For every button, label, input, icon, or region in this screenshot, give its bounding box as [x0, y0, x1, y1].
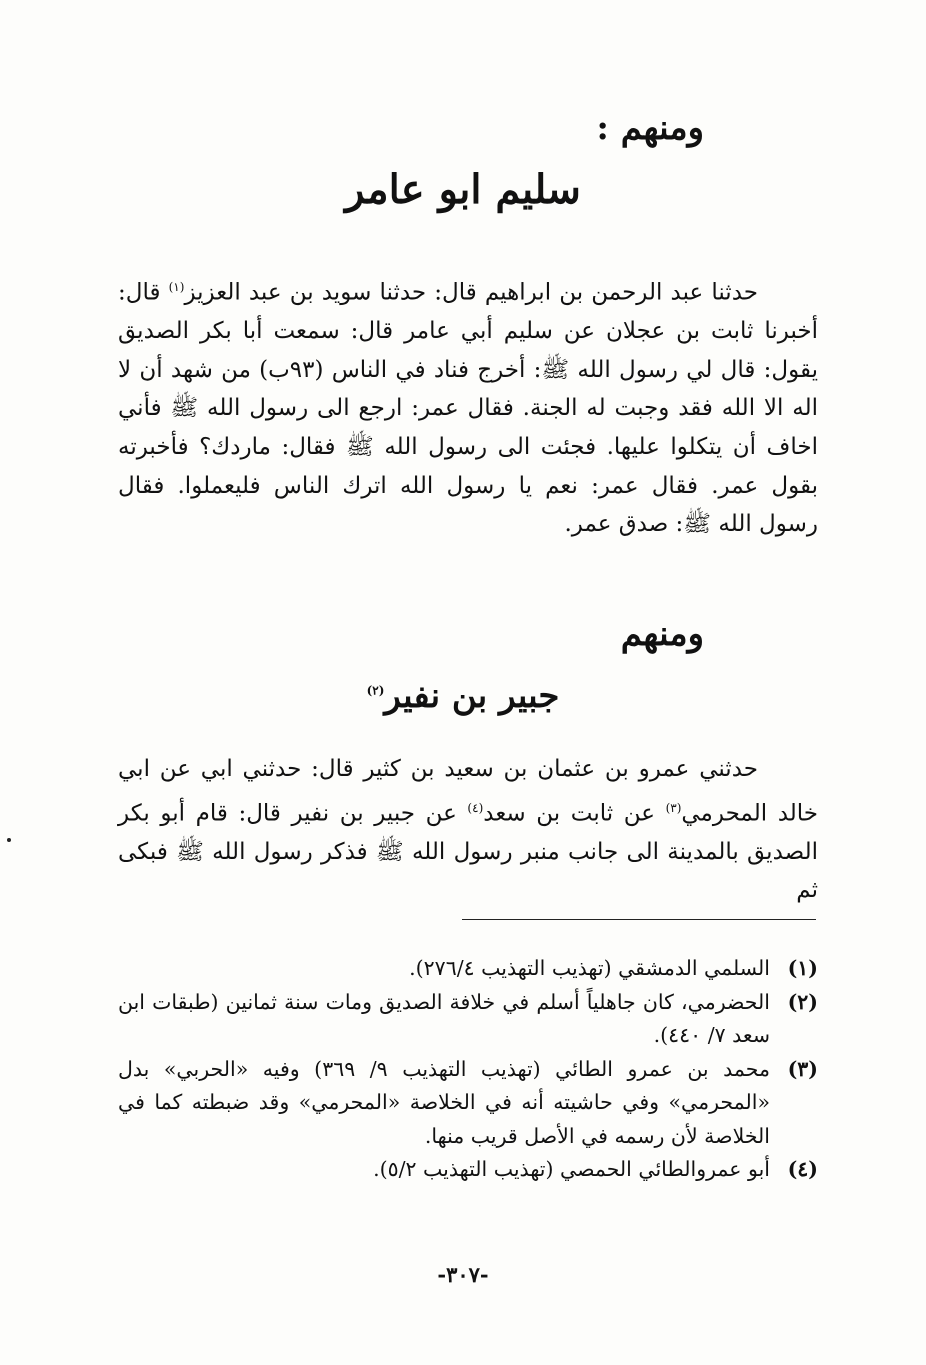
footnote-item — [118, 952, 818, 986]
section-title-2 — [0, 676, 926, 716]
footnote-text: السلمي الدمشقي (تهذيب التهذيب ٢٧٦/٤). — [409, 956, 770, 980]
footnote-separator — [462, 919, 816, 920]
footnote-item — [118, 1053, 818, 1154]
scan-mark — [7, 838, 11, 842]
section-heading-1: ومنهم : — [596, 108, 704, 148]
footnote-number: (١) — [787, 956, 818, 980]
page-number: -٣٠٧- — [437, 1262, 489, 1287]
section-title-1: سليم ابو عامر — [345, 166, 581, 213]
paragraph-2-part3: عن جبير بن نفير قال: قام أبو بكر الصديق بالمدينة الى جانب منبر رسول الله ﷺ فذكر رسول الله ﷺ فبكى ثم — [118, 800, 818, 904]
footnote-number: (٤) — [787, 1157, 818, 1181]
paragraph-1 — [118, 268, 818, 544]
footnote-text: أبو عمروالطائي الحمصي (تهذيب التهذيب ٥/٢). — [373, 1157, 770, 1181]
paragraph-1-body: قال: أخبرنا ثابت بن عجلان عن سليم أبي عامر قال: سمعت أبا بكر الصديق يقول: قال لي رسول الله ﷺ: أخرج فناد في الناس (٩٣ب) من شهد أن لا اله الا الله فقد وجبت له الجنة. فقال عمر: ارجع الى رسول الله ﷺ فأني اخاف أن يتكلوا عليها. فجئت الى رسول الله ﷺ فقال: ماردك؟ فأخبرته بقول عمر. فقال عمر: نعم يا رسول الله اترك الناس فليعملوا. فقال رسول الله ﷺ: صدق عمر. — [118, 279, 819, 538]
paragraph-1-lead: حدثنا عبد الرحمن بن ابراهيم قال: حدثنا سويد بن عبد العزيز — [184, 279, 758, 306]
section-heading-2: ومنهم — [620, 614, 704, 654]
footnote-item — [118, 1153, 818, 1187]
footnote-number: (٢) — [787, 989, 818, 1014]
footnote-text: محمد بن عمرو الطائي (تهذيب التهذيب ٩/ ٣٦٩) وفيه «الحربي» بدل «المحرمي» وفي حاشيته أنه في الخلاصة «المحرمي» وقد ضبطته كما في الخلاصة لأن رسمه في الأصل قريب منها. — [118, 1056, 770, 1148]
section-title-2-text: جبير بن نفير — [384, 676, 560, 716]
footnote-item — [118, 986, 818, 1053]
paragraph-2-part1: حدثني عمرو بن عثمان بن سعيد بن كثير قال: حدثني ابي عن ابي خالد المحرمي — [118, 756, 818, 827]
footnote-ref-2: (٢) — [366, 683, 385, 698]
footnote-ref-1: (١) — [168, 280, 185, 294]
footnote-number: (٣) — [787, 1056, 818, 1081]
footnote-ref-3: (٣) — [665, 800, 682, 815]
paragraph-2-part2: عن ثابت بن سعد — [483, 800, 666, 827]
footnotes — [118, 952, 818, 1187]
footnote-ref-4: (٤) — [467, 800, 484, 815]
footnote-text: الحضرمي، كان جاهلياً أسلم في خلافة الصديق ومات سنة ثمانين (طبقات ابن سعد ٧/ ٤٤٠). — [118, 989, 770, 1047]
paragraph-2 — [118, 750, 818, 910]
